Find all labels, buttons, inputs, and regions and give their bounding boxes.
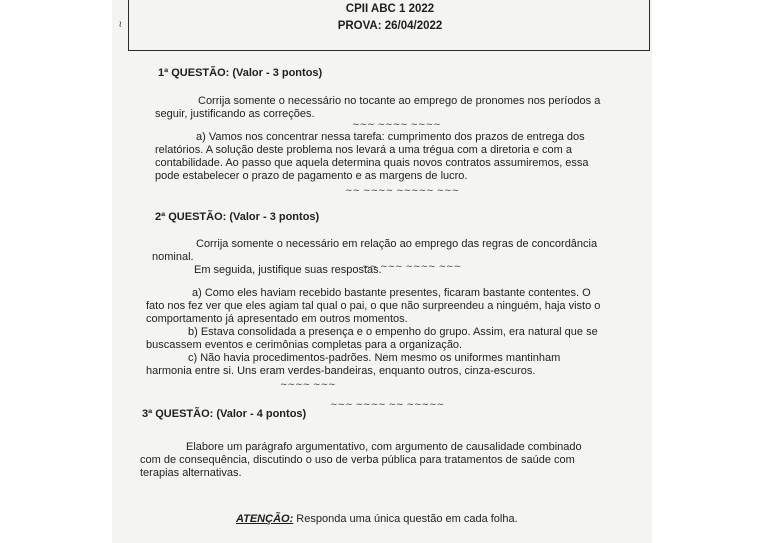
q2-instruction-line-1: Corrija somente o necessário em relação ao emprego das regras de concordância: [196, 238, 598, 250]
q2-item-a-line-1: a) Como eles haviam recebido bastante presentes, ficaram bastante contentes. O: [192, 287, 591, 299]
q2-instruction-line-3: Em seguida, justifique suas respostas.: [194, 264, 382, 276]
handwritten-scribble: ~~~ ~~~~ ~~~~: [352, 120, 441, 130]
q1-item-a-line-3: contabilidade. Ao passo que aquela determina quais novos contratos assumiremos, essa: [155, 157, 589, 169]
q3-title: 3ª QUESTÃO: (Valor - 4 pontos): [142, 408, 307, 420]
handwritten-scribble: ~~~ ~~~~ ~~ ~~~~~: [330, 400, 445, 410]
header-line-2: PROVA: 26/04/2022: [337, 20, 443, 32]
handwritten-scribble: ~~~~ ~~~: [280, 380, 336, 390]
q2-item-c-line-1: c) Não havia procedimentos-padrões. Nem mesmo os uniformes mantinham: [188, 352, 561, 364]
handwritten-margin-note: ~: [116, 20, 126, 28]
q1-title: 1ª QUESTÃO: (Valor - 3 pontos): [158, 67, 323, 79]
q1-item-a-line-1: a) Vamos nos concentrar nessa tarefa: cumprimento dos prazos de entrega dos: [196, 131, 585, 143]
q3-body-line-1: Elabore um parágrafo argumentativo, com argumento de causalidade combinado: [186, 441, 582, 453]
q2-title: 2ª QUESTÃO: (Valor - 3 pontos): [155, 211, 320, 223]
q2-item-c-line-2: harmonia entre si. Uns eram verdes-bandeiras, enquanto outros, cinza-escuros.: [146, 365, 536, 377]
q2-instruction-line-2: nominal.: [152, 251, 194, 263]
q2-item-a-line-2: fato nos fez ver que eles agiam tal qual o pai, o que não surpreendeu a ninguém, haja visto o: [146, 300, 601, 312]
attention-label: ATENÇÃO:: [236, 513, 294, 525]
q2-item-a-line-3: comportamento já apresentado em outros momentos.: [146, 313, 408, 325]
handwritten-scribble: ~~ ~~~ ~~~~ ~~~: [362, 262, 462, 272]
q3-body-line-2: com de consequência, discutindo o uso de verba pública para tratamentos de saúde com: [140, 454, 575, 466]
q1-item-a-line-4: pode estabelecer o prazo de pagamento e as margens de lucro.: [155, 170, 468, 182]
handwritten-scribble: ~~ ~~~~ ~~~~~ ~~~: [345, 186, 460, 196]
attention-note: [236, 513, 518, 525]
q1-instruction-line-1: Corrija somente o necessário no tocante ao emprego de pronomes nos períodos a: [198, 95, 601, 107]
q2-item-b-line-1: b) Estava consolidada a presença e o empenho do grupo. Assim, era natural que se: [188, 326, 598, 338]
q1-instruction-line-2: seguir, justificando as correções.: [155, 108, 315, 120]
q1-item-a-line-2: relatórios. A solução deste problema nos levará a uma trégua com a diretoria e com a: [155, 144, 573, 156]
attention-text: Responda uma única questão em cada folha.: [293, 513, 518, 525]
q3-body-line-3: terapias alternativas.: [140, 467, 242, 479]
header-line-1: CPII ABC 1 2022: [345, 3, 435, 15]
q2-item-b-line-2: buscassem eventos e cerimônias completas para a organização.: [146, 339, 463, 351]
